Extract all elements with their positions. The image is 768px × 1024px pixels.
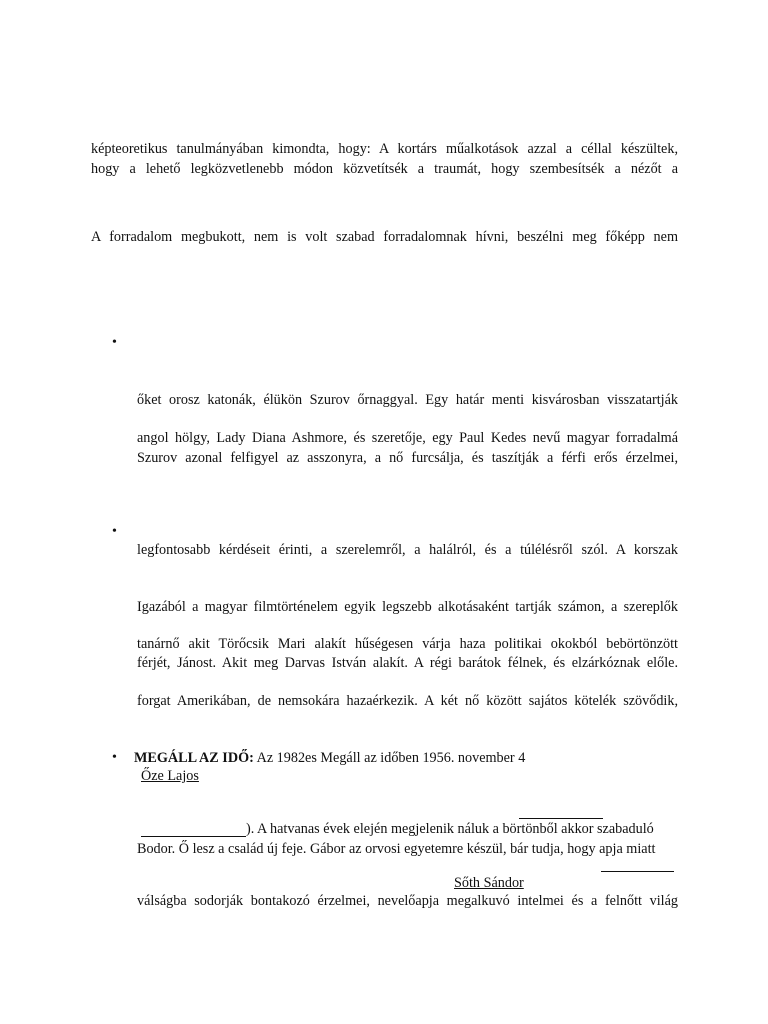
- para2-line1: A forradalom megbukott, nem is volt szabad forradalomnak hívni, beszélni meg főképp nem: [91, 229, 678, 245]
- item2-line3: tanárnő akit Törőcsik Mari alakít hűségesen várja haza politikai okokból bebörtönzött: [137, 636, 678, 652]
- bullet-3: •: [112, 750, 117, 765]
- item2-line1: legfontosabb kérdéseit érinti, a szerelemről, a halálról, és a túlélésről szól. A korszak: [137, 542, 678, 558]
- item3-line1: [134, 749, 525, 767]
- item3-actor: Sőth Sándor: [454, 875, 524, 891]
- item3-line3: Bodor. Ő lesz a család új feje. Gábor az orvosi egyetemre készül, bár tudja, hogy apja miatt: [137, 841, 656, 857]
- item2-line4: férjét, Jánost. Akit meg Darvas István alakít. A régi barátok félnek, és elzárkóznak előle.: [137, 655, 678, 671]
- item3-line2: ). A hatvanas évek elején megjelenik náluk a börtönből akkor szabaduló: [246, 821, 654, 837]
- item2-line5: forgat Amerikában, de nemsokára hazaérkezik. A két nő között sajátos kötelék szövődik,: [137, 693, 678, 709]
- item3-title: MEGÁLL AZ IDŐ:: [134, 750, 254, 766]
- item3-author: Őze Lajos: [141, 768, 199, 784]
- item3-line4: válságba sodorják bontakozó érzelmei, nevelőapja megalkuvó intelmei és a felnőtt világ: [137, 893, 678, 909]
- item1-line1: őket orosz katonák, élükön Szurov őrnaggyal. Egy határ menti kisvárosban visszatartják: [137, 392, 678, 408]
- bullet-2: •: [112, 524, 117, 539]
- blank-rule-1: [519, 818, 603, 819]
- para1-line1: képteoretikus tanulmányában kimondta, hogy: A kortárs műalkotások azzal a céllal készültek,: [91, 141, 678, 157]
- item3-line1-text: Az 1982es Megáll az időben 1956. november 4: [253, 750, 526, 766]
- blank-rule-2: [141, 836, 246, 837]
- bullet-1: •: [112, 335, 117, 350]
- item1-line2: angol hölgy, Lady Diana Ashmore, és szeretője, egy Paul Kedes nevű magyar forradalmá: [137, 430, 678, 446]
- blank-rule-3: [601, 871, 674, 872]
- item2-line2: Igazából a magyar filmtörténelem egyik legszebb alkotásaként tartják számon, a szereplők: [137, 599, 678, 615]
- item1-line3: Szurov azonal felfigyel az asszonyra, a nő furcsálja, és taszítják a férfi erős érzelmei,: [137, 450, 678, 466]
- para1-line2: hogy a lehető legközvetlenebb módon közvetítsék a traumát, hogy szembesítsék a nézőt a: [91, 161, 678, 177]
